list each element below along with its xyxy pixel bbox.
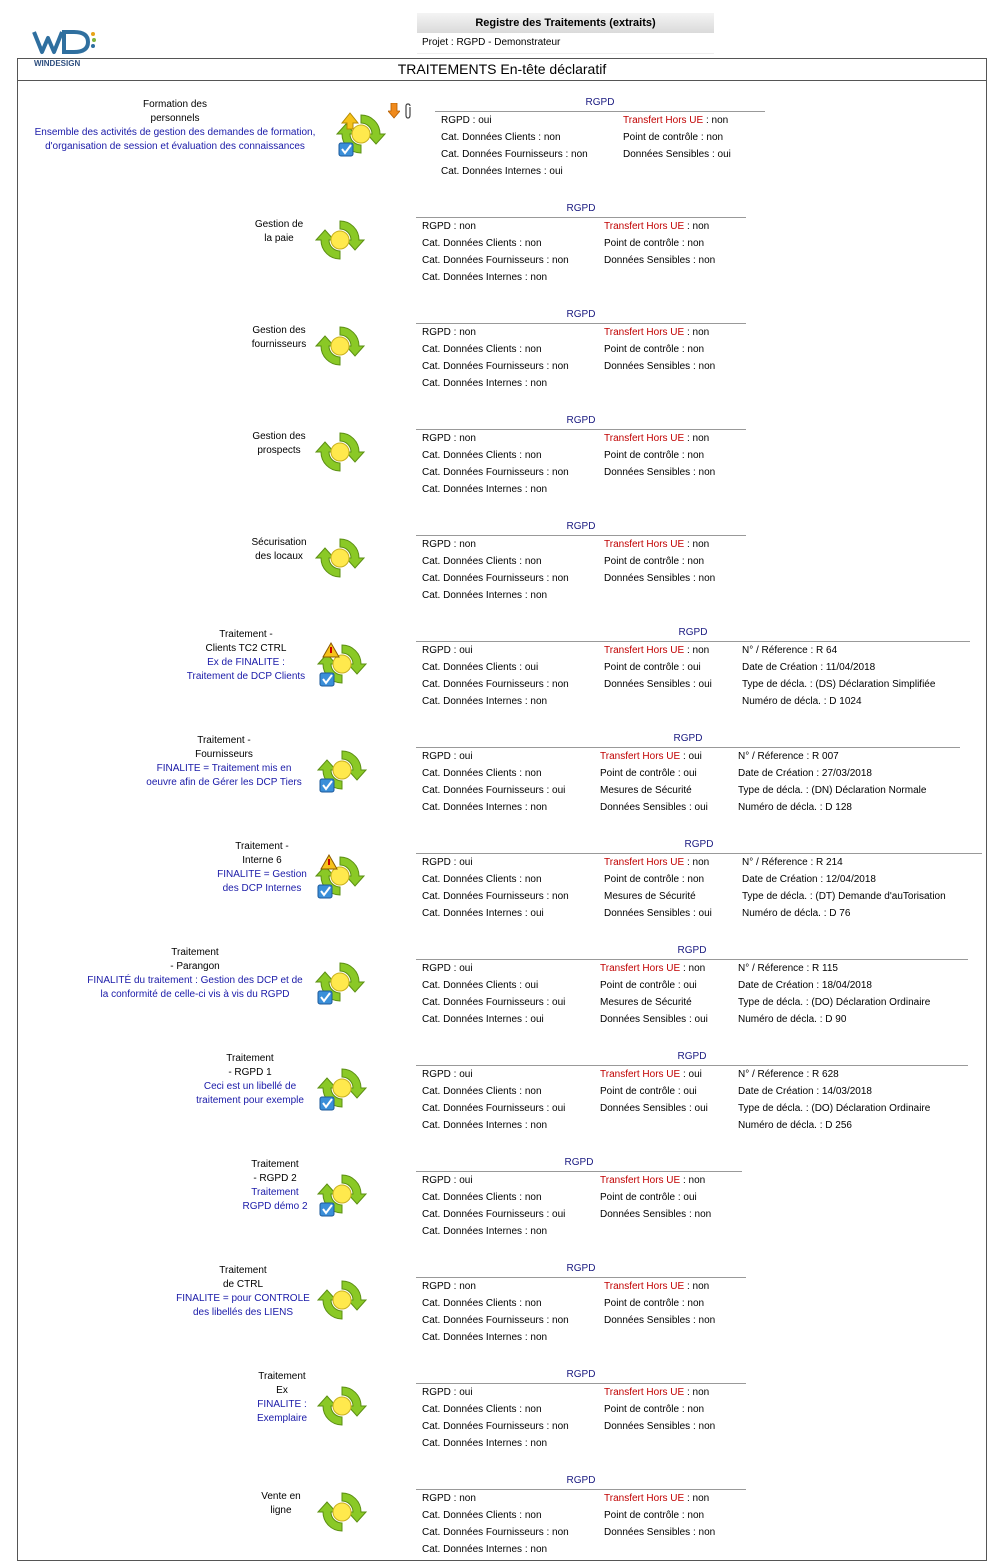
processing-label [180, 628, 312, 684]
rgpd-table-cell: Données Sensibles : non [600, 1209, 712, 1220]
processing-label [80, 946, 310, 1002]
rgpd-table-cell: Cat. Données Fournisseurs : oui [422, 1103, 566, 1114]
rgpd-table-cell: Données Sensibles : non [604, 361, 716, 372]
rgpd-table-cell [623, 112, 728, 129]
rgpd-table-cell: Numéro de décla. : D 90 [738, 1014, 847, 1025]
transfer-label: Transfert Hors UE [604, 433, 685, 444]
rgpd-table-cell: N° / Réference : R 007 [738, 751, 839, 762]
rgpd-table-cell: Point de contrôle : non [604, 1404, 705, 1415]
rgpd-table-cell: Cat. Données Clients : non [422, 556, 542, 567]
rgpd-table-cell: Cat. Données Clients : oui [422, 980, 539, 991]
rgpd-table-cell [600, 1066, 702, 1083]
rgpd-table-cell: Point de contrôle : non [604, 874, 705, 885]
processing-name-line: Fournisseurs [195, 749, 253, 760]
processing-status-icon[interactable] [336, 109, 386, 159]
rgpd-table-cell: RGPD : non [422, 327, 476, 338]
rgpd-table-header: RGPD [416, 1473, 746, 1490]
processing-name-line: personnels [150, 113, 200, 124]
transfer-label: Transfert Hors UE [604, 1387, 685, 1398]
processing-status-icon[interactable] [317, 1063, 367, 1113]
transfer-value: : non [684, 221, 710, 232]
rgpd-table-cell: N° / Réference : R 214 [742, 857, 843, 868]
rgpd-table-cell: Point de contrôle : non [604, 1510, 705, 1521]
rgpd-table-cell: Données Sensibles : oui [604, 679, 712, 690]
processing-description-line: Ensemble des activités de gestion des demandes de formation, [34, 127, 316, 138]
rgpd-table-cell: Type de décla. : (DO) Déclaration Ordinaire [738, 1103, 931, 1114]
processing-description-line: oeuvre afin de Gérer les DCP Tiers [146, 777, 302, 788]
processing-status-icon[interactable] [315, 215, 365, 265]
processing-status-icon[interactable] [317, 1169, 367, 1219]
download-arrow-icon[interactable] [388, 103, 400, 119]
attachment-icons [388, 103, 414, 121]
rgpd-table-cell: Cat. Données Clients : non [422, 874, 542, 885]
processing-label [20, 98, 330, 154]
processing-name-line: Interne 6 [242, 855, 282, 866]
rgpd-table [416, 943, 968, 1029]
rgpd-table-cell: Mesures de Sécurité [600, 785, 692, 796]
rgpd-table-cell: Point de contrôle : non [604, 556, 705, 567]
rgpd-table-cell: Numéro de décla. : D 128 [738, 802, 852, 813]
rgpd-table [416, 1473, 746, 1559]
processing-description-line: FINALITE = Gestion [217, 869, 307, 880]
rgpd-table-cell: Cat. Données Clients : non [422, 1192, 542, 1203]
transfer-label: Transfert Hors UE [604, 645, 685, 656]
processings-frame [17, 58, 987, 1561]
rgpd-table-cell: Cat. Données Clients : non [422, 1086, 542, 1097]
rgpd-table-header: RGPD [416, 1049, 968, 1066]
rgpd-table-cell [604, 1384, 709, 1401]
processing-name-line: Clients TC2 CTRL [205, 643, 287, 654]
rgpd-table-cell: Cat. Données Clients : non [422, 1510, 542, 1521]
rgpd-table-cell [604, 218, 709, 235]
processing-status-icon[interactable] [315, 427, 365, 477]
processing-name-line: Sécurisation [251, 537, 307, 548]
paperclip-icon[interactable] [403, 103, 413, 119]
transfer-value: : non [684, 645, 710, 656]
rgpd-table-cell: Date de Création : 18/04/2018 [738, 980, 872, 991]
rgpd-table-cell: Point de contrôle : oui [600, 1192, 697, 1203]
processing-name-line: la paie [264, 233, 294, 244]
rgpd-table [416, 307, 746, 393]
processing-name-line: Traitement [251, 1159, 299, 1170]
rgpd-table-cell: Mesures de Sécurité [604, 891, 696, 902]
rgpd-table [416, 837, 982, 923]
transfer-label: Transfert Hors UE [604, 221, 685, 232]
transfer-value: : non [684, 857, 710, 868]
processing-description-line: FINALITE = pour CONTROLE [176, 1293, 310, 1304]
rgpd-table-cell: Cat. Données Fournisseurs : oui [422, 785, 566, 796]
rgpd-table-cell [600, 748, 702, 765]
rgpd-table [416, 1155, 742, 1241]
rgpd-table-cell: Données Sensibles : non [604, 573, 716, 584]
rgpd-table-cell: Cat. Données Fournisseurs : oui [422, 997, 566, 1008]
rgpd-table-cell: Cat. Données Fournisseurs : oui [422, 1209, 566, 1220]
rgpd-table-cell: Point de contrôle : non [604, 238, 705, 249]
rgpd-table-cell: N° / Réference : R 115 [738, 963, 838, 974]
rgpd-table-cell: Cat. Données Internes : non [422, 1120, 548, 1131]
rgpd-table-cell: Cat. Données Internes : oui [422, 908, 544, 919]
rgpd-table-cell: Cat. Données Internes : non [422, 484, 548, 495]
processing-name-line: fournisseurs [251, 339, 307, 350]
transfer-label: Transfert Hors UE [600, 1069, 681, 1080]
rgpd-table-cell: Données Sensibles : oui [604, 908, 712, 919]
rgpd-table-cell [604, 324, 709, 341]
rgpd-table-cell: Cat. Données Fournisseurs : non [422, 361, 569, 372]
processing-name-line: Traitement [219, 1265, 267, 1276]
transfer-value: : non [684, 1281, 710, 1292]
rgpd-table-cell: Cat. Données Internes : non [422, 378, 548, 389]
rgpd-table-cell: Données Sensibles : non [604, 1527, 716, 1538]
processing-label [248, 324, 310, 352]
rgpd-table-header: RGPD [416, 837, 982, 854]
rgpd-table-cell: Date de Création : 14/03/2018 [738, 1086, 872, 1097]
rgpd-table-cell: Point de contrôle : oui [600, 1086, 697, 1097]
processing-status-icon[interactable] [317, 639, 367, 689]
rgpd-table [416, 1367, 746, 1453]
rgpd-table-cell [604, 536, 709, 553]
rgpd-table-cell: RGPD : non [422, 539, 476, 550]
rgpd-table-cell: Cat. Données Fournisseurs : non [441, 149, 588, 160]
rgpd-table-cell: Cat. Données Clients : non [422, 344, 542, 355]
rgpd-table-cell: Date de Création : 12/04/2018 [742, 874, 876, 885]
processing-name-line: - RGPD 1 [228, 1067, 272, 1078]
processing-label [252, 1370, 312, 1426]
transfer-label: Transfert Hors UE [604, 327, 685, 338]
transfer-label: Transfert Hors UE [604, 539, 685, 550]
rgpd-table-cell [600, 1172, 705, 1189]
processing-description-line: traitement pour exemple [196, 1095, 304, 1106]
rgpd-table-cell: Cat. Données Internes : non [422, 1332, 548, 1343]
rgpd-table-cell: Cat. Données Fournisseurs : non [422, 255, 569, 266]
processing-label [248, 430, 310, 458]
rgpd-table-header: RGPD [416, 731, 960, 748]
rgpd-table-cell: Cat. Données Fournisseurs : non [422, 1315, 569, 1326]
processing-name-line: de CTRL [222, 1279, 263, 1290]
rgpd-table-cell: RGPD : oui [422, 645, 473, 656]
rgpd-table-cell: RGPD : oui [441, 115, 492, 126]
processing-status-icon[interactable] [315, 957, 365, 1007]
rgpd-table-cell: Cat. Données Internes : non [422, 1226, 548, 1237]
rgpd-table [416, 519, 746, 605]
rgpd-table-cell: Cat. Données Clients : non [422, 1298, 542, 1309]
rgpd-table-cell [604, 430, 709, 447]
processing-status-icon[interactable] [317, 1487, 367, 1537]
rgpd-table-cell [604, 1490, 709, 1507]
rgpd-table-cell: Données Sensibles : non [604, 255, 716, 266]
processing-status-icon[interactable] [317, 1275, 367, 1325]
processing-name-line: ligne [270, 1505, 292, 1516]
rgpd-table-cell: Cat. Données Clients : non [422, 450, 542, 461]
processing-label [248, 218, 310, 246]
processing-description-line: d'organisation de session et évaluation des connaissances [45, 141, 305, 152]
transfer-value: : non [684, 539, 710, 550]
processing-name-line: - Parangon [170, 961, 220, 972]
logo-text: WINDESIGN [34, 59, 81, 68]
rgpd-table-cell: N° / Réference : R 64 [742, 645, 838, 656]
rgpd-table-cell: RGPD : oui [422, 963, 473, 974]
rgpd-table [416, 731, 960, 817]
processing-description-line: RGPD démo 2 [242, 1201, 308, 1212]
processing-name-line: Vente en [261, 1491, 301, 1502]
transfer-value: : non [680, 1175, 706, 1186]
rgpd-table-cell: Point de contrôle : oui [600, 768, 697, 779]
rgpd-table [416, 1261, 746, 1347]
rgpd-table-cell: Données Sensibles : oui [600, 1014, 708, 1025]
project-name: Projet : RGPD - Demonstrateur [417, 33, 714, 54]
rgpd-table-cell: Numéro de décla. : D 76 [742, 908, 851, 919]
rgpd-table-cell: Cat. Données Internes : non [422, 590, 548, 601]
rgpd-table-cell: RGPD : oui [422, 751, 473, 762]
processing-label [238, 1158, 312, 1214]
rgpd-table-header: RGPD [416, 943, 968, 960]
transfer-value: : non [684, 433, 710, 444]
transfer-label: Transfert Hors UE [604, 857, 685, 868]
processing-status-icon[interactable] [315, 533, 365, 583]
rgpd-table-cell: RGPD : non [422, 1281, 476, 1292]
rgpd-table-cell: Cat. Données Internes : oui [422, 1014, 544, 1025]
rgpd-table [416, 625, 970, 711]
processing-description-line: Traitement de DCP Clients [186, 671, 306, 682]
rgpd-table-cell: Cat. Données Internes : oui [441, 166, 563, 177]
processing-label [174, 1264, 312, 1320]
processing-description-line: Ceci est un libellé de [203, 1081, 297, 1092]
transfer-label: Transfert Hors UE [600, 963, 681, 974]
processing-description-line: FINALITÉ du traitement : Gestion des DCP et de [87, 975, 303, 986]
transfer-label: Transfert Hors UE [604, 1281, 685, 1292]
rgpd-table-header: RGPD [416, 519, 746, 536]
rgpd-table-cell: Point de contrôle : non [604, 450, 705, 461]
rgpd-table-cell: RGPD : oui [422, 1175, 473, 1186]
rgpd-table-cell: Numéro de décla. : D 256 [738, 1120, 852, 1131]
rgpd-table-cell: Cat. Données Internes : non [422, 1438, 548, 1449]
processing-name-line: Ex [276, 1385, 288, 1396]
processing-name-line: Traitement [258, 1371, 306, 1382]
rgpd-table-cell: RGPD : non [422, 433, 476, 444]
rgpd-table-cell: N° / Réference : R 628 [738, 1069, 839, 1080]
rgpd-table-cell: Cat. Données Fournisseurs : non [422, 679, 569, 690]
processing-description-line: des libellés des LIENS [192, 1307, 294, 1318]
rgpd-table-header: RGPD [416, 307, 746, 324]
processing-name-line: Gestion des [252, 325, 306, 336]
rgpd-table-cell [600, 960, 705, 977]
processing-status-icon[interactable] [317, 1381, 367, 1431]
rgpd-table-cell: Cat. Données Fournisseurs : non [422, 573, 569, 584]
rgpd-table-cell: Point de contrôle : non [604, 344, 705, 355]
rgpd-table-header: RGPD [416, 1155, 742, 1172]
rgpd-table-cell [604, 1278, 709, 1295]
rgpd-table-cell: Cat. Données Clients : non [422, 1404, 542, 1415]
transfer-value: : non [684, 327, 710, 338]
transfer-value: : non [684, 1493, 710, 1504]
processing-description-line: FINALITE = Traitement mis en [156, 763, 292, 774]
report-header [417, 13, 714, 57]
rgpd-table-cell: Cat. Données Clients : non [422, 238, 542, 249]
processing-description-line: la conformité de celle-ci vis à vis du RGPD [100, 989, 290, 1000]
rgpd-table-cell: Date de Création : 27/03/2018 [738, 768, 872, 779]
processing-name-line: Formation des [143, 99, 207, 110]
rgpd-table-header: RGPD [416, 1261, 746, 1278]
rgpd-table-cell: Point de contrôle : non [604, 1298, 705, 1309]
rgpd-table-header: RGPD [416, 1367, 746, 1384]
rgpd-table-header: RGPD [416, 201, 746, 218]
rgpd-table-cell: Point de contrôle : oui [600, 980, 697, 991]
processing-name-line: Gestion de [254, 219, 304, 230]
processing-description-line: Ex de FINALITE : [207, 657, 285, 668]
transfer-label: Transfert Hors UE [623, 115, 704, 126]
rgpd-table-cell: Type de décla. : (DN) Déclaration Normale [738, 785, 927, 796]
rgpd-table-cell: Cat. Données Clients : oui [422, 662, 539, 673]
rgpd-table [435, 95, 765, 181]
processing-description-line: des DCP Internes [222, 883, 302, 894]
rgpd-table-cell: Cat. Données Internes : non [422, 272, 548, 283]
rgpd-table-cell: Cat. Données Fournisseurs : non [422, 1421, 569, 1432]
rgpd-table-cell: Point de contrôle : non [623, 132, 724, 143]
rgpd-table-cell: Cat. Données Internes : non [422, 802, 548, 813]
rgpd-table-header: RGPD [416, 413, 746, 430]
processing-label [214, 840, 310, 896]
rgpd-table-header: RGPD [416, 625, 970, 642]
rgpd-table-cell: Cat. Données Fournisseurs : non [422, 891, 569, 902]
transfer-value: : non [680, 963, 706, 974]
transfer-value: : oui [680, 1069, 702, 1080]
processing-label [188, 1052, 312, 1108]
processing-description-line: Traitement [251, 1187, 299, 1198]
rgpd-table-cell: RGPD : oui [422, 1069, 473, 1080]
rgpd-table-cell: Mesures de Sécurité [600, 997, 692, 1008]
processing-name-line: Traitement [226, 1053, 274, 1064]
rgpd-table-cell: Point de contrôle : oui [604, 662, 701, 673]
rgpd-table-cell: Données Sensibles : non [604, 1421, 716, 1432]
processing-name-line: Traitement - [219, 629, 273, 640]
rgpd-table-cell: Données Sensibles : non [604, 467, 716, 478]
rgpd-table-cell: RGPD : oui [422, 1387, 473, 1398]
rgpd-table-cell: Données Sensibles : oui [623, 149, 731, 160]
processing-description-line: FINALITE : [257, 1399, 307, 1410]
transfer-value: : oui [680, 751, 702, 762]
processing-name-line: Traitement - [197, 735, 251, 746]
processing-name-line: prospects [257, 445, 301, 456]
rgpd-table-cell: RGPD : non [422, 221, 476, 232]
processing-name-line: Traitement - [235, 841, 289, 852]
processing-name-line: des locaux [255, 551, 303, 562]
frame-title: TRAITEMENTS En-tête déclaratif [18, 59, 986, 81]
processing-description-line: Exemplaire [256, 1413, 308, 1424]
rgpd-table [416, 413, 746, 499]
processing-status-icon[interactable] [315, 851, 365, 901]
rgpd-table-header: RGPD [435, 95, 765, 112]
processing-label [136, 734, 312, 790]
rgpd-table-cell: RGPD : non [422, 1493, 476, 1504]
processing-label [250, 1490, 312, 1518]
report-title: Registre des Traitements (extraits) [417, 13, 714, 33]
rgpd-table-cell: Date de Création : 11/04/2018 [742, 662, 876, 673]
rgpd-table [416, 201, 746, 287]
rgpd-table-cell: RGPD : oui [422, 857, 473, 868]
rgpd-table-cell: Cat. Données Clients : non [422, 768, 542, 779]
processing-name-line: Traitement [171, 947, 219, 958]
processing-name-line: Gestion des [252, 431, 306, 442]
transfer-value: : non [684, 1387, 710, 1398]
rgpd-table-cell [604, 854, 709, 871]
transfer-label: Transfert Hors UE [600, 1175, 681, 1186]
rgpd-table-cell: Numéro de décla. : D 1024 [742, 696, 862, 707]
rgpd-table-cell: Cat. Données Internes : non [422, 1544, 548, 1555]
rgpd-table-cell: Données Sensibles : non [604, 1315, 716, 1326]
transfer-value: : non [703, 115, 729, 126]
rgpd-table-cell: Type de décla. : (DT) Demande d'auTorisation [742, 891, 946, 902]
transfer-label: Transfert Hors UE [600, 751, 681, 762]
rgpd-table-cell: Type de décla. : (DS) Déclaration Simplifiée [742, 679, 936, 690]
rgpd-table [416, 1049, 968, 1135]
rgpd-table-cell: Données Sensibles : oui [600, 802, 708, 813]
transfer-label: Transfert Hors UE [604, 1493, 685, 1504]
rgpd-table-cell: Données Sensibles : oui [600, 1103, 708, 1114]
processing-name-line: - RGPD 2 [253, 1173, 297, 1184]
processing-status-icon[interactable] [315, 321, 365, 371]
rgpd-table-cell: Type de décla. : (DO) Déclaration Ordinaire [738, 997, 931, 1008]
rgpd-table-cell: Cat. Données Fournisseurs : non [422, 1527, 569, 1538]
rgpd-table-cell: Cat. Données Internes : non [422, 696, 548, 707]
rgpd-table-cell [604, 642, 709, 659]
processing-label [248, 536, 310, 564]
rgpd-table-cell: Cat. Données Fournisseurs : non [422, 467, 569, 478]
processing-status-icon[interactable] [317, 745, 367, 795]
rgpd-table-cell: Cat. Données Clients : non [441, 132, 561, 143]
